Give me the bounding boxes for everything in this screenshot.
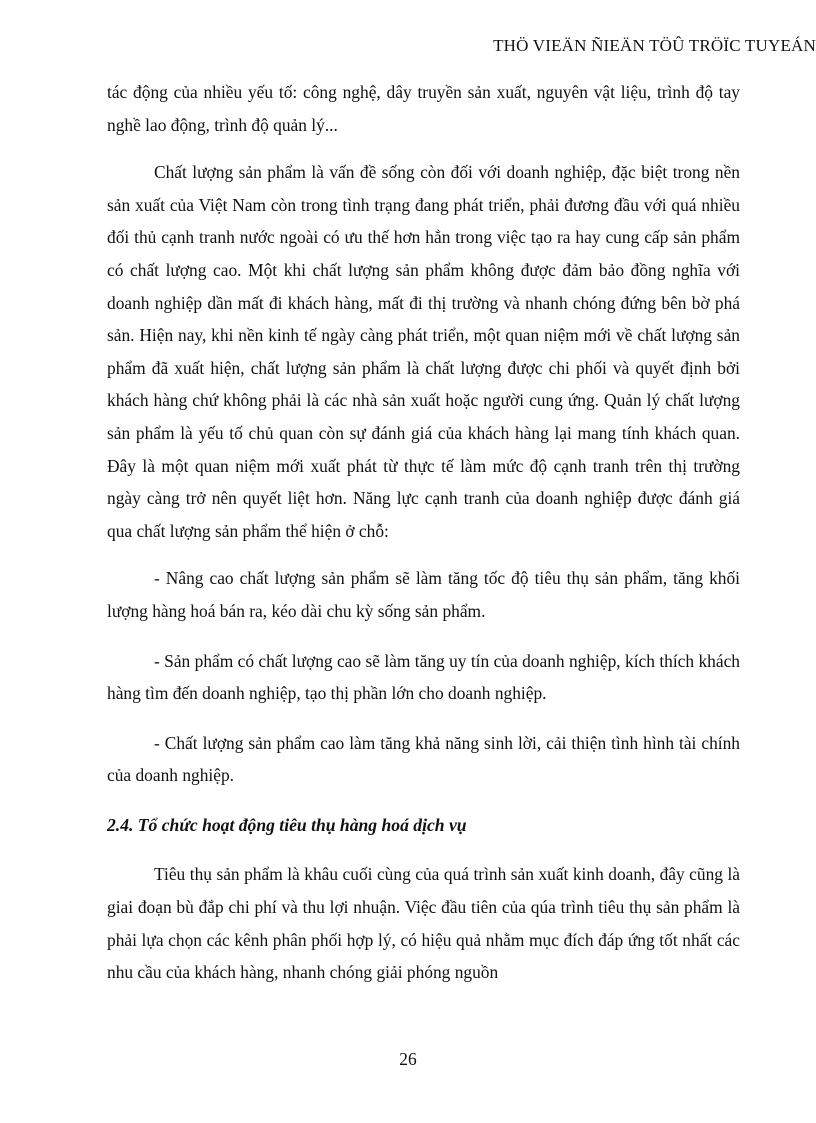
- bullet-item-3: - Chất lượng sản phẩm cao làm tăng khả năng sinh lời, cải thiện tình hình tài chính của doanh nghiệp.: [107, 732, 740, 786]
- paragraph-continuation: tác động của nhiều yếu tố: công nghệ, dây truyền sản xuất, nguyên vật liệu, trình độ tay nghề lao động, trình độ quản lý...: [107, 82, 740, 135]
- page-number: 26: [399, 1049, 417, 1069]
- paragraph-product-quality: Chất lượng sản phẩm là vấn đề sống còn đối với doanh nghiệp, đặc biệt trong nền sản xuất của Việt Nam còn trong tình trạng đang phát triển, phải đương đầu với quá nhiều đối thủ cạnh tranh nước ngoài có ưu thế hơn hẳn trong việc tạo ra hay cung cấp sản phẩm có chất lượng cao. Một khi chất lượng sản phẩm không được đảm bảo đồng nghĩa với doanh nghiệp dần mất đi khách hàng, mất đi thị trường và nhanh chóng đứng bên bờ phá sản. Hiện nay, khi nền kinh tế ngày càng phát triển, một quan niệm mới về chất lượng sản phẩm đã xuất hiện, chất lượng sản phẩm là chất lượng được chi phối và quyết định bởi khách hàng chứ không phải là các nhà sản xuất hoặc người cung ứng. Quản lý chất lượng sản phẩm là yếu tố chủ quan còn sự đánh giá của khách hàng lại mang tính khách quan. Đây là một quan niệm mới xuất phát từ thực tế làm mức độ cạnh tranh trên thị trường ngày càng trở nên quyết liệt hơn. Năng lực cạnh tranh của doanh nghiệp được đánh giá qua chất lượng sản phẩm thể hiện ở chỗ:: [107, 162, 740, 541]
- page-body: [107, 76, 740, 1004]
- section-heading: 2.4. Tổ chức hoạt động tiêu thụ hàng hoá dịch vụ: [107, 814, 467, 835]
- running-header: THÖ VIEÄN ÑIEÄN TÖÛ TRÖÏC TUYEÁN: [493, 36, 816, 55]
- bullet-item-2: - Sản phẩm có chất lượng cao sẽ làm tăng uy tín của doanh nghiệp, kích thích khách hàng tìm đến doanh nghiệp, tạo thị phần lớn cho doanh nghiệp.: [107, 650, 740, 704]
- bullet-item-1: - Nâng cao chất lượng sản phẩm sẽ làm tăng tốc độ tiêu thụ sản phẩm, tăng khối lượng hàng hoá bán ra, kéo dài chu kỳ sống sản phẩm.: [107, 568, 740, 621]
- paragraph-sales-organization: Tiêu thụ sản phẩm là khâu cuối cùng của quá trình sản xuất kinh doanh, đây cũng là giai đoạn bù đắp chi phí và thu lợi nhuận. Việc đầu tiên của qúa trình tiêu thụ sản phẩm là phải lựa chọn các kênh phân phối hợp lý, có hiệu quả nhằm mục đích đáp ứng tốt nhất các nhu cầu của khách hàng, nhanh chóng giải phóng nguồn: [107, 864, 740, 983]
